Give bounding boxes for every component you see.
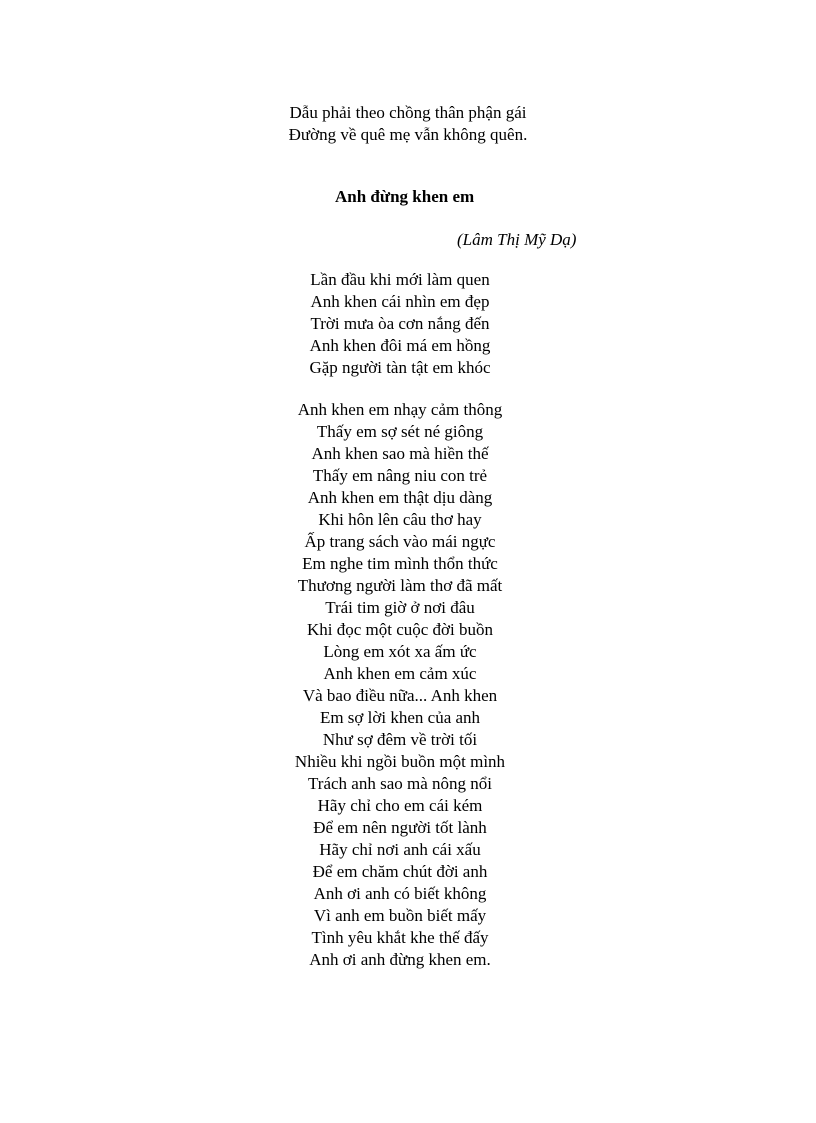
poem-line: Anh khen đôi má em hồng (309, 336, 491, 355)
poem-line: Nhiều khi ngồi buồn một mình (294, 752, 506, 771)
poem-line: Trái tim giờ ở nơi đâu (325, 598, 475, 617)
poem-stanza-1 (0, 269, 808, 379)
poem-line: Và bao điều nữa... Anh khen (302, 686, 498, 705)
poem-author: (Lâm Thị Mỹ Dạ) (457, 230, 577, 249)
poem-line: Hãy chỉ cho em cái kém (317, 796, 483, 815)
poem-line: Ấp trang sách vào mái ngực (304, 532, 496, 551)
poem-line: Gặp người tàn tật em khóc (309, 358, 491, 377)
poem-line: Hãy chỉ nơi anh cái xấu (319, 840, 481, 859)
poem-line: Anh khen em thật dịu dàng (307, 488, 493, 507)
poem-title: Anh đừng khen em (335, 187, 475, 206)
poem-line: Anh khen em nhạy cảm thông (297, 400, 503, 419)
poem-line: Anh ơi anh đừng khen em. (309, 950, 491, 969)
poem-line: Em sợ lời khen của anh (319, 708, 481, 727)
poem-line: Tình yêu khắt khe thế đấy (311, 928, 489, 947)
intro-line: Đường về quê mẹ vẫn không quên. (288, 125, 528, 144)
poem-line: Trời mưa òa cơn nắng đến (310, 314, 490, 333)
poem-line: Để em chăm chút đời anh (312, 862, 488, 881)
poem-line: Lòng em xót xa ấm ức (323, 642, 477, 661)
poem-line: Anh ơi anh có biết không (313, 884, 487, 903)
poem-line: Khi đọc một cuộc đời buồn (306, 620, 494, 639)
poem-line: Anh khen sao mà hiền thế (311, 444, 489, 463)
poem-line: Khi hôn lên câu thơ hay (318, 510, 482, 529)
poem-line: Lần đầu khi mới làm quen (310, 270, 490, 289)
poem-line: Thương người làm thơ đã mất (297, 576, 503, 595)
poem-line: Vì anh em buồn biết mấy (313, 906, 487, 925)
poem-stanza-2 (0, 399, 808, 971)
poem-line: Như sợ đêm về trời tối (322, 730, 478, 749)
intro-verse (0, 102, 816, 146)
poem-line: Để em nên người tốt lành (313, 818, 487, 837)
poem-line: Anh khen em cảm xúc (323, 664, 477, 683)
intro-line: Dẫu phải theo chồng thân phận gái (289, 103, 527, 122)
poem-line: Thấy em sợ sét né giông (316, 422, 484, 441)
poem-line: Thấy em nâng niu con trẻ (312, 466, 488, 485)
poem-line: Anh khen cái nhìn em đẹp (310, 292, 490, 311)
poem-line: Em nghe tim mình thổn thức (302, 554, 498, 573)
poem-line: Trách anh sao mà nông nổi (308, 774, 492, 793)
